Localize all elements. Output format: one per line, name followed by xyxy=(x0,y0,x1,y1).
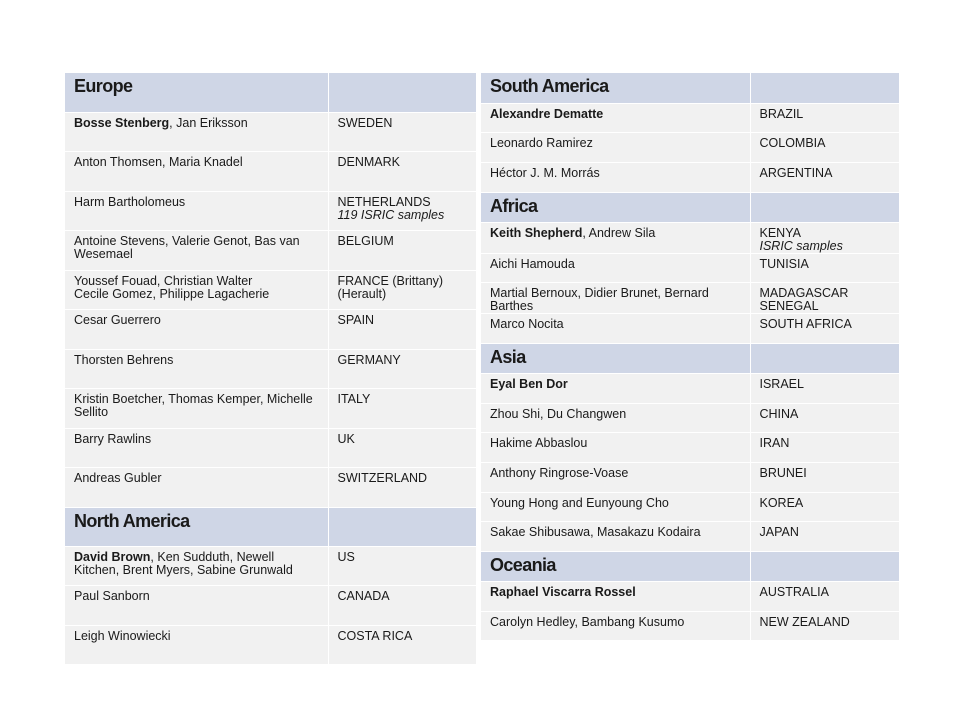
table-row xyxy=(65,231,476,271)
left-column xyxy=(65,73,476,665)
researchers-cell xyxy=(481,433,750,463)
researchers: Youssef Fouad, Christian Walter xyxy=(74,273,253,288)
researchers-cell xyxy=(481,103,750,133)
region-title: Africa xyxy=(481,192,750,222)
country-cell xyxy=(750,463,899,493)
country-cell xyxy=(328,231,476,271)
country-cell xyxy=(328,112,476,152)
country-cell xyxy=(328,191,476,231)
country: IRAN xyxy=(759,436,790,451)
country-cell xyxy=(328,546,476,586)
researchers-cell xyxy=(65,625,328,665)
table-row xyxy=(65,625,476,665)
country: COSTA RICA xyxy=(337,628,413,643)
lead-researcher: Raphael Viscarra Rossel xyxy=(490,585,636,600)
country: ARGENTINA xyxy=(759,165,833,180)
country: DENMARK xyxy=(337,155,401,169)
country: BELGIUM xyxy=(337,234,394,248)
country-cell xyxy=(750,103,899,133)
lead-researcher: Alexandre Dematte xyxy=(490,106,604,121)
country-cell xyxy=(750,611,899,641)
country-cell xyxy=(328,152,476,192)
researchers-cell xyxy=(65,349,328,389)
researchers: Paul Sanborn xyxy=(74,589,150,603)
researchers-cell xyxy=(481,133,750,163)
researchers-cell xyxy=(481,582,750,612)
country: JAPAN xyxy=(759,525,799,540)
country: ISRAEL xyxy=(759,376,804,391)
lead-researcher: Bosse Stenberg xyxy=(74,115,170,130)
researchers: Anton Thomsen, Maria Knadel xyxy=(74,155,243,169)
researchers-cell xyxy=(481,283,750,314)
region-title: Asia xyxy=(481,343,750,373)
researchers: Cesar Guerrero xyxy=(74,313,161,327)
researchers: Héctor J. M. Morrás xyxy=(490,165,600,180)
region-header-row xyxy=(481,192,899,222)
researchers-cell xyxy=(481,373,750,403)
researchers-cell xyxy=(481,314,750,344)
country: BRAZIL xyxy=(759,106,804,121)
researchers: Leigh Winowiecki xyxy=(74,628,171,643)
region-title: South America xyxy=(481,73,750,103)
table-row xyxy=(65,546,476,586)
country-cell xyxy=(328,270,476,310)
table-row xyxy=(481,133,899,163)
country-note: 119 ISRIC samples xyxy=(337,207,445,222)
lead-researcher: Keith Shepherd xyxy=(490,225,583,240)
table-row xyxy=(65,586,476,626)
country: CHINA xyxy=(759,406,799,421)
researchers-cell xyxy=(65,389,328,429)
region-header-blank xyxy=(328,507,476,546)
researchers-cell xyxy=(65,310,328,350)
country-cell xyxy=(750,492,899,522)
table-row xyxy=(481,162,899,192)
researchers: Carolyn Hedley, Bambang Kusumo xyxy=(490,614,685,629)
researchers-cell xyxy=(65,270,328,310)
country: ITALY xyxy=(337,392,371,406)
country-cell xyxy=(750,314,899,344)
researchers: , Andrew Sila xyxy=(582,225,656,240)
researchers-cell xyxy=(481,253,750,283)
country-cell xyxy=(750,162,899,192)
researchers: Marco Nocita xyxy=(490,317,564,332)
researchers-cell xyxy=(481,162,750,192)
region-title: Oceania xyxy=(481,552,750,582)
country-cell xyxy=(750,283,899,314)
country: NETHERLANDS xyxy=(337,194,431,209)
region-header-row xyxy=(481,73,899,103)
researchers: Aichi Hamouda xyxy=(490,256,575,271)
country-cell xyxy=(328,349,476,389)
region-header-row xyxy=(481,552,899,582)
country: GERMANY xyxy=(337,352,401,367)
table-row xyxy=(65,152,476,192)
table-body-left xyxy=(65,73,476,665)
researchers: , Ken Sudduth, Newell Kitchen, Brent Myers, Sabine Grunwald xyxy=(74,549,293,577)
researchers-cell xyxy=(481,222,750,253)
table-row xyxy=(481,522,899,552)
researchers-cell xyxy=(65,428,328,468)
region-header-blank xyxy=(328,73,476,112)
table-row xyxy=(481,611,899,641)
country: SOUTH AFRICA xyxy=(759,317,852,332)
country-line-2: (Herault) xyxy=(337,286,387,301)
collaborators-table-left xyxy=(65,73,477,665)
country-cell xyxy=(328,625,476,665)
country: KOREA xyxy=(759,495,804,510)
table-row xyxy=(65,270,476,310)
country-cell xyxy=(750,133,899,163)
table-row xyxy=(481,283,899,314)
region-header-blank xyxy=(750,73,899,103)
region-header-row xyxy=(481,343,899,373)
country-cell xyxy=(328,586,476,626)
researchers-cell xyxy=(65,112,328,152)
country-cell xyxy=(750,373,899,403)
researchers-cell xyxy=(65,191,328,231)
table-row xyxy=(65,191,476,231)
table-row xyxy=(481,253,899,283)
table-row xyxy=(481,222,899,253)
lead-researcher: David Brown xyxy=(74,549,151,564)
country-cell xyxy=(750,403,899,433)
country-cell xyxy=(328,468,476,508)
researchers: Antoine Stevens, Valerie Genot, Bas van Wesemael xyxy=(74,234,300,261)
country-cell xyxy=(328,428,476,468)
table-row xyxy=(481,403,899,433)
researchers-cell xyxy=(481,611,750,641)
country-cell xyxy=(750,582,899,612)
collaborators-table-right xyxy=(481,73,900,641)
table-row xyxy=(481,582,899,612)
table-row xyxy=(481,314,899,344)
country-cell xyxy=(328,389,476,429)
region-header-row xyxy=(65,507,476,546)
country: TUNISIA xyxy=(759,256,809,271)
researchers: Martial Bernoux, Didier Brunet, Bernard Barthes xyxy=(490,286,709,314)
country-cell xyxy=(328,310,476,350)
researchers-cell xyxy=(65,231,328,271)
researchers: Barry Rawlins xyxy=(74,431,152,446)
country: KENYA xyxy=(759,225,801,240)
researchers: Sakae Shibusawa, Masakazu Kodaira xyxy=(490,525,701,540)
table-row xyxy=(481,492,899,522)
table-row xyxy=(65,349,476,389)
researchers: Leonardo Ramirez xyxy=(490,136,593,151)
country-cell xyxy=(750,253,899,283)
researchers: Andreas Gubler xyxy=(74,471,162,485)
researchers-cell xyxy=(65,586,328,626)
table-row xyxy=(65,468,476,508)
researchers: Kristin Boetcher, Thomas Kemper, Michelle Sellito xyxy=(74,392,313,419)
researchers: Zhou Shi, Du Changwen xyxy=(490,406,627,421)
table-row xyxy=(481,433,899,463)
country: SWEDEN xyxy=(337,115,393,130)
researchers-cell xyxy=(481,522,750,552)
researchers: Young Hong and Eunyoung Cho xyxy=(490,495,669,510)
region-header-blank xyxy=(750,192,899,222)
country: CANADA xyxy=(337,589,390,603)
table-row xyxy=(65,389,476,429)
researchers: Anthony Ringrose-Voase xyxy=(490,466,629,480)
country-cell xyxy=(750,522,899,552)
lead-researcher: Eyal Ben Dor xyxy=(490,376,568,391)
country: SWITZERLAND xyxy=(337,471,428,485)
region-title: North America xyxy=(65,507,328,546)
researchers-cell xyxy=(65,152,328,192)
researchers: Thorsten Behrens xyxy=(74,352,174,367)
country: COLOMBIA xyxy=(759,136,826,151)
right-column xyxy=(481,73,899,641)
table-row xyxy=(481,463,899,493)
country: AUSTRALIA xyxy=(759,585,829,600)
researchers-cell xyxy=(481,463,750,493)
country: BRUNEI xyxy=(759,466,807,480)
researchers: , Jan Eriksson xyxy=(169,115,248,130)
researchers-line-2: Cecile Gomez, Philippe Lagacherie xyxy=(74,286,270,301)
country: NEW ZEALAND xyxy=(759,614,850,629)
country: SPAIN xyxy=(337,313,375,327)
country-cell xyxy=(750,222,899,253)
table-row xyxy=(65,310,476,350)
researchers-cell xyxy=(65,468,328,508)
country: US xyxy=(337,549,355,564)
table-row xyxy=(65,112,476,152)
table-row xyxy=(481,103,899,133)
country: FRANCE (Brittany) xyxy=(337,273,444,288)
country-cell xyxy=(750,433,899,463)
researchers: Harm Bartholomeus xyxy=(74,194,186,209)
researchers-cell xyxy=(481,492,750,522)
country-note: ISRIC samples xyxy=(759,238,843,253)
region-title: Europe xyxy=(65,73,328,112)
researchers-cell xyxy=(65,546,328,586)
region-header-row xyxy=(65,73,476,112)
table-row xyxy=(481,373,899,403)
region-header-blank xyxy=(750,552,899,582)
region-header-blank xyxy=(750,343,899,373)
table-body-right xyxy=(481,73,899,641)
researchers-cell xyxy=(481,403,750,433)
country: UK xyxy=(337,431,355,446)
country: MADAGASCAR xyxy=(759,286,849,301)
table-row xyxy=(65,428,476,468)
researchers: Hakime Abbaslou xyxy=(490,436,588,451)
country-line-2: SENEGAL xyxy=(759,299,819,314)
